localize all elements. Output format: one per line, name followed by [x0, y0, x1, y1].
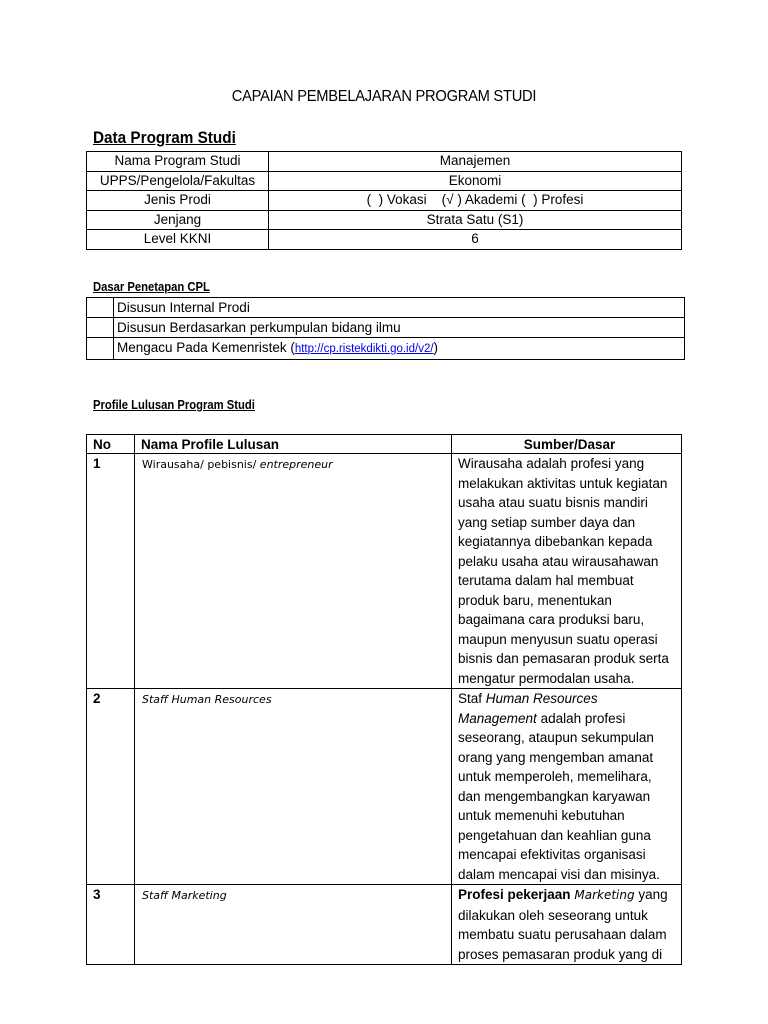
row-value: Strata Satu (S1) [269, 210, 682, 230]
profile-source-part: adalah profesi seseorang, ataupun sekumpulan orang yang mengemban amanat untuk memperoleh, memelihara, dan mengembangkan karyawan untuk memenuhi kebutuhan pengetahuan dan keahlian guna mencapai efektivitas organisasi dalam mencapai visi dan misinya. [458, 710, 660, 882]
table-row [87, 338, 685, 360]
profile-no: 3 [87, 885, 135, 965]
profile-source: Wirausaha adalah profesi yang melakukan aktivitas untuk kegiatan usaha atau suatu bisnis mandiri yang setiap sumber daya dan kegiatannya dibebankan kepada pelaku usaha atau wirausahawan terutama dalam hal membuat produk baru, menentukan bagaimana cara produksi baru, maupun menyusun suatu operasi bisnis dan pemasaran produk serta mengatur permodalan usaha. [452, 454, 682, 689]
table-row [87, 454, 682, 689]
table-row [87, 318, 685, 338]
column-header-name: Nama Profile Lulusan [135, 435, 452, 454]
profile-no: 2 [87, 689, 135, 885]
data-program-studi-table [86, 151, 682, 250]
dasar-item: Disusun Internal Prodi [114, 298, 685, 318]
row-label: Nama Program Studi [87, 152, 269, 172]
row-label: Jenis Prodi [87, 191, 269, 211]
profile-source [452, 885, 682, 965]
kemenristek-link[interactable]: http://cp.ristekdikti.go.id/v2/ [294, 343, 434, 355]
dasar-item [114, 338, 685, 360]
document-title: CAPAIAN PEMBELAJARAN PROGRAM STUDI [231, 88, 537, 105]
profile-source-part: Marketing [570, 888, 635, 902]
profile-lulusan-table [86, 434, 682, 965]
table-row [87, 210, 682, 230]
checkbox-cell[interactable] [87, 298, 114, 318]
dasar-penetapan-table [86, 297, 685, 360]
row-value: ( ) Vokasi (√ ) Akademi ( ) Profesi [269, 191, 682, 211]
table-row [87, 191, 682, 211]
table-row [87, 689, 682, 885]
row-value: 6 [269, 230, 682, 250]
table-row [87, 171, 682, 191]
data-program-studi-heading: Data Program Studi [93, 128, 236, 147]
table-row [87, 298, 685, 318]
table-row [87, 152, 682, 172]
table-header-row [87, 435, 682, 454]
column-header-source: Sumber/Dasar [452, 435, 682, 454]
column-header-no: No [87, 435, 135, 454]
table-row [87, 230, 682, 250]
dasar-item: Disusun Berdasarkan perkumpulan bidang ilmu [114, 318, 685, 338]
profile-no: 1 [87, 454, 135, 689]
row-value: Ekonomi [269, 171, 682, 191]
profile-source-part: Staf [458, 691, 486, 706]
dasar-penetapan-heading: Dasar Penetapan CPL [93, 280, 210, 294]
profile-source-part: Human Resources Management [458, 691, 598, 726]
profile-source-part: Profesi pekerjaan [458, 887, 571, 902]
table-row [87, 885, 682, 965]
dasar-item-text: Mengacu Pada Kemenristek ( [117, 340, 295, 355]
dasar-item-close: ) [433, 340, 439, 355]
profile-name-part: entrepreneur [259, 458, 333, 471]
row-value: Manajemen [269, 152, 682, 172]
profile-name: Staff Human Resources [135, 689, 452, 885]
checkbox-cell[interactable] [87, 338, 114, 360]
profile-source-part: yang dilakukan oleh seseorang untuk membatu suatu perusahaan dalam proses pemasaran produk yang di [458, 887, 668, 962]
checkbox-cell[interactable] [87, 318, 114, 338]
row-label: Jenjang [87, 210, 269, 230]
row-label: Level KKNI [87, 230, 269, 250]
profile-name-part: Wirausaha/ pebisnis/ [142, 458, 260, 471]
profile-lulusan-heading: Profile Lulusan Program Studi [93, 398, 255, 412]
profile-name [135, 454, 452, 689]
profile-name: Staff Marketing [135, 885, 452, 965]
row-label: UPPS/Pengelola/Fakultas [87, 171, 269, 191]
profile-source [452, 689, 682, 885]
